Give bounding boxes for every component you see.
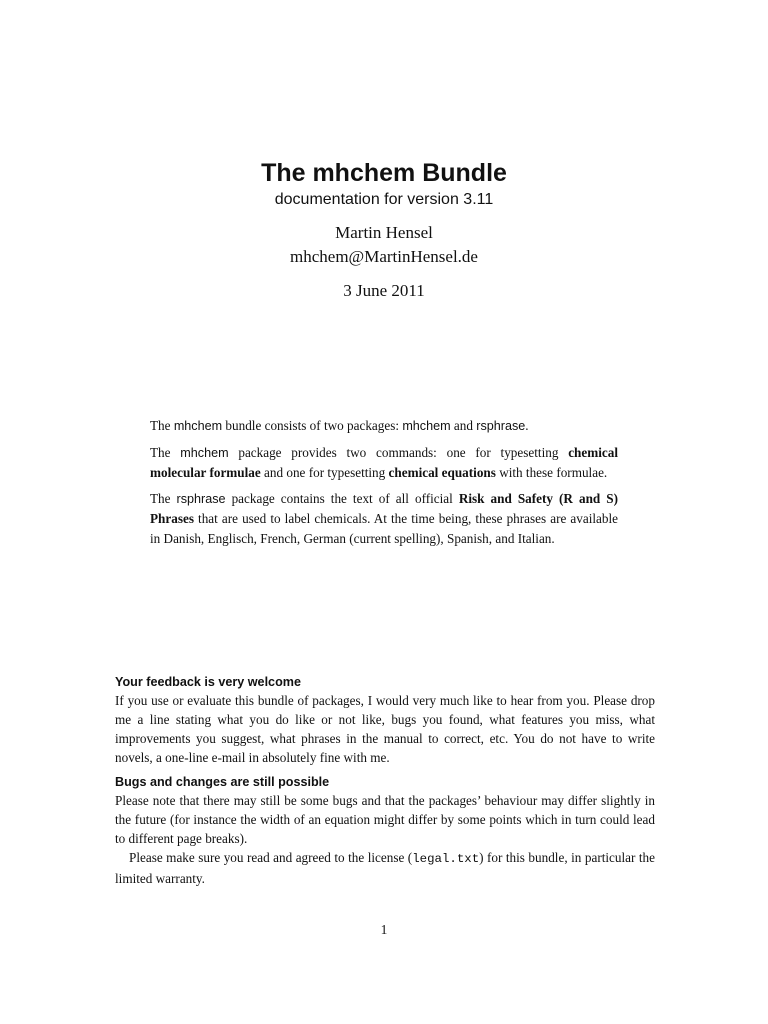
package-name: mhchem <box>173 419 223 433</box>
section-text-bugs: Please note that there may still be some bugs and that the packages’ behaviour may differ slightly in the future (for instance the width of an equation might differ by some points which in turn could lead to different page breaks). <box>115 793 655 846</box>
section-heading-feedback: Your feedback is very welcome <box>115 675 301 689</box>
author-name: Martin Hensel <box>335 223 433 242</box>
package-name: mhchem <box>180 445 229 460</box>
license-paragraph: Please make sure you read and agreed to the license (legal.txt) for this bundle, in particular the limited warranty. <box>115 850 655 886</box>
emphasis: Risk and Safety (R and S) Phrases <box>150 490 619 526</box>
emphasis: chemical equations <box>388 465 496 480</box>
document-date: 3 June 2011 <box>343 281 425 300</box>
package-name: rsphrase <box>176 491 226 506</box>
abstract-paragraph-2: The mhchem package provides two commands: one for typesetting chemical molecular formulae and one for typesetting chemical equations with these formulae. <box>150 444 618 480</box>
package-name: rsphrase <box>476 419 526 433</box>
emphasis: chemical molecular formulae <box>150 444 618 480</box>
title-block <box>0 158 768 302</box>
page-number: 1 <box>380 922 388 937</box>
abstract <box>150 416 618 554</box>
author-email: mhchem@MartinHensel.de <box>290 247 478 266</box>
main-body <box>115 673 655 888</box>
section-heading-bugs: Bugs and changes are still possible <box>115 775 330 789</box>
section-text-feedback: If you use or evaluate this bundle of packages, I would very much like to hear from you. Please drop me a line stating what you do like or not like, bugs you found, what features you miss, what improvements you suggest, what phrases in the manual to correct, etc. You do not have to write novels, a one-line e-mail in absolutely fine with me. <box>115 693 655 765</box>
license-filename: legal.txt <box>412 852 480 866</box>
abstract-paragraph-3: The rsphrase package contains the text of all official Risk and Safety (R and S) Phrases that are used to label chemicals. At the time being, these phrases are available in Danish, Englisch, French, German (current spelling), Spanish, and Italian. <box>150 490 619 546</box>
abstract-paragraph-1: The mhchem bundle consists of two packages: mhchem and rsphrase. <box>150 418 529 433</box>
package-name: mhchem <box>402 419 451 433</box>
document-subtitle: documentation for version 3.11 <box>274 191 494 208</box>
document-title: The mhchem Bundle <box>261 159 507 187</box>
